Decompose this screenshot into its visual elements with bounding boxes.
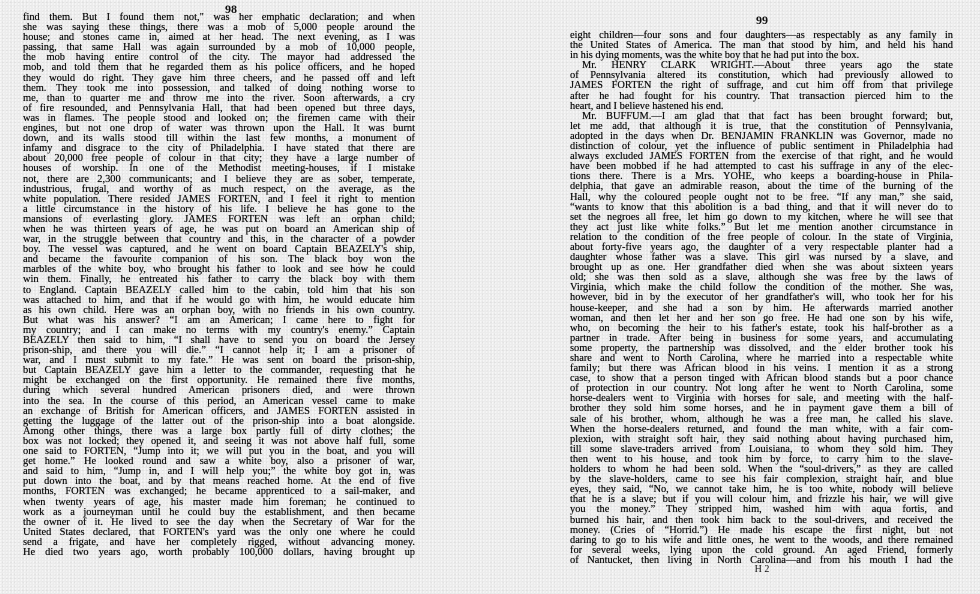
- text-line: into the sea. In the course of this period, an American vessel came to make: [23, 395, 415, 407]
- text-line: house-keeper, and she had a son by him. He afterwards married another: [570, 302, 953, 314]
- text-line: box was not locked; they opened it, and seeing it was not above half full, some: [23, 435, 415, 447]
- text-line: them. They took me into possession, and talked of doing nothing worse to: [23, 82, 415, 94]
- text-line: plexion, with straight soft hair, they said nothing about having purchased him,: [570, 433, 953, 445]
- text-line: When the horse-dealers returned, and found the man white, with a fair com-: [570, 423, 953, 435]
- text-line: eight children—four sons and four daughters—as respectably as any family in: [570, 30, 953, 41]
- text-line: brought up as one. Her grandfather died when she was about sixteen years: [570, 262, 953, 274]
- text-line: daring to go to his wife and little ones, he went to the woods, and there remained: [570, 534, 953, 546]
- text-line: infamy and disgrace to the city of Philadelphia. I have stated that there are: [23, 143, 415, 155]
- text-line: have been mobbed if he had attempted to cast his suffrage in any of the elec-: [570, 161, 953, 173]
- text-line: of protection in our country. Not long after he went to North Carolina, some: [570, 383, 953, 395]
- text-line: you the money.” They stripped him, washed him with aqua fortis, and: [570, 504, 953, 516]
- text-line: and became the favourite companion of his son. The black boy won the: [23, 254, 415, 266]
- text-line: a little circumstance in the history of his life. I believe he has gone to the: [23, 203, 415, 215]
- text-line: prison-ship, and there you will die.” “I cannot help it; I am a prisoner of: [23, 345, 415, 357]
- text-line: was attached to him, and that if he would go with him, he would educate him: [23, 294, 415, 306]
- page-number-right: 99: [756, 13, 768, 27]
- text-line: the United States of America. The man that stood by him, and held his hand: [570, 40, 953, 52]
- text-line: then went to his house, and took him by force, to carry him to the slave-: [570, 453, 953, 465]
- right-page-text: [570, 31, 953, 566]
- text-line: of fire resounded, and Pennsylvania Hall, that had been opened but three days,: [23, 102, 415, 114]
- text-line: to England. Captain BEAZELY called him to the cabin, told him that his son: [23, 284, 415, 296]
- text-line: industrious, frugal, and worthy of as much respect, on the average, as the: [23, 183, 415, 195]
- text-line: holders to whom he had been sold. When the “soul-drivers,” as they are called: [570, 464, 953, 476]
- text-line: as his own child. Here was an orphan boy, with no friends in his own country.: [23, 304, 415, 316]
- text-line: heart, and I believe hastened his end.: [570, 100, 724, 112]
- text-line: houses of worship. In one of the Methodist meeting-houses, if I mistake: [23, 163, 415, 175]
- text-line: adopted in the days when Dr. BENJAMIN FRANKLIN was Governor, made no: [570, 130, 953, 142]
- text-line: till some slave-traders arrived from Louisiana, to whom they sold him. They: [570, 443, 953, 455]
- text-line: tions there. There is a Mrs. YOHE, who keeps a boarding-house in Phila-: [570, 171, 953, 183]
- text-line: He died two years ago, worth probably 100,000 dollars, having brought up: [23, 546, 415, 558]
- left-page-text: [23, 13, 415, 558]
- text-line: partner in trade. After being in business for some years, and accumulating: [570, 332, 953, 344]
- text-line: for several weeks, lying upon the cold ground. An aged Friend, formerly: [570, 544, 953, 556]
- text-line: when he was thirteen years of age, he was put on board an American ship of: [23, 223, 415, 235]
- text-line: was in flames. The people stood and looked on; the firemen came with their: [23, 112, 415, 124]
- text-line: passing, that same Hall was again surrounded by a mob of 10,000 people,: [23, 42, 415, 54]
- page-number-left: 98: [225, 2, 237, 16]
- text-line: eyes, they said, “No, we cannot take him, he is too white, nobody will believe: [570, 484, 953, 496]
- text-line: share and went to North Carolina, where he married into a respectable white: [570, 353, 953, 364]
- text-line: woman, and then let her and her son go free. He had one son by his wife,: [570, 312, 953, 324]
- text-line: in his dying moments, was the white boy that he had put into the box.: [570, 50, 860, 62]
- signature-mark: H 2: [754, 564, 770, 575]
- text-line: about 20,000 free people of colour in that city; they have a large number of: [23, 153, 415, 165]
- text-line: about forty-five years ago, the daughter of a very respectable planter had a: [570, 241, 953, 253]
- text-line: send a frigate, and have her completely rigged, without advancing money.: [23, 536, 415, 548]
- text-line: work as a journeyman until he could buy the establishment, and then became: [23, 506, 415, 518]
- text-line: who, on becoming the heir to his father's estate, took his half-brother as a: [570, 322, 953, 334]
- text-line: put down into the boat, and by that means reached home. At the end of five: [23, 476, 415, 488]
- text-line: horse-dealers went to Virginia with horses for sale, and meeting with the half-: [570, 393, 953, 405]
- text-line: not, there are 2,300 communicants; and I believe they are as sober, temperate,: [23, 173, 415, 185]
- text-line: after he had fought for his country. That transaction pierced him to the: [570, 90, 953, 102]
- text-line: get home.” He looked round and saw a white boy, also a prisoner of war,: [23, 456, 415, 468]
- text-line: they act just like white folks.” But let me mention another circumstance in: [570, 221, 953, 233]
- text-line: “wants to know that this abolition is a bad thing, and that it will never do to: [570, 201, 953, 213]
- text-line: however, bid in by the executor of her grandfather's will, who took her for his: [570, 292, 953, 304]
- text-line: the mob having entire control of the city. The mayor had addressed the: [23, 52, 415, 64]
- right-page: [570, 13, 953, 575]
- text-line: Mr. HENRY CLARK WRIGHT.—About three years ago the state: [582, 60, 953, 72]
- text-line: of Nantucket, then living in North Carolina—and from his mouth I had the: [570, 554, 953, 566]
- text-line: case, to show that a person tinged with African blood stands but a poor chance: [570, 373, 953, 385]
- text-line: my country; and I can make no terms with my country's enemy.” Captain: [23, 324, 415, 336]
- text-line: during which several hundred American prisoners died, and were thrown: [23, 385, 415, 397]
- text-line: win them. Finally, he entreated his father to carry the black boy with them: [23, 274, 415, 286]
- text-line: down, and its walls stood till within the last few months, a monument of: [23, 133, 415, 145]
- text-line: set the negroes all free, let him go down to my kitchen, where he will see that: [570, 211, 953, 223]
- text-line: sale of his brother, whom, although he was a free man, he called his slave.: [570, 413, 953, 425]
- text-line: they would do right. They gave him three cheers, and he passed off and left: [23, 72, 415, 84]
- text-line: months, FORTEN was exchanged; he became apprenticed to a sail-maker, and: [23, 486, 415, 498]
- text-line: some property, the partnership was dissolved, and the elder brother took his: [570, 342, 953, 354]
- text-line: BEAZELY then said to him, “I shall have to send you on board the Jersey: [23, 335, 415, 346]
- text-line: mansions of everlasting glory. JAMES FORTEN was left an orphan child;: [23, 213, 415, 225]
- text-line: money. (Cries of “Horrid.”) He made his escape the first night, but not: [570, 524, 953, 536]
- text-line: white population. There resided JAMES FORTEN, and I feel it right to mention: [23, 193, 415, 205]
- text-line: marbles of the white boy, who brought his father to look and see how he could: [23, 264, 415, 276]
- text-line: Among other things, there was a large box partly full of dirty clothes; the: [23, 425, 415, 437]
- text-line: war, and I must submit to my fate.” He was sent on board the prison-ship,: [23, 355, 415, 367]
- text-line: war, in the struggle between that country and this, in the character of a powder: [23, 234, 415, 246]
- text-line: me, than to quarter me and throw me into the river. Soon afterwards, a cry: [23, 92, 415, 104]
- text-line: when twenty years of age, his master made him foreman; he continued to: [23, 496, 415, 508]
- text-line: let me add, that although it is true, that the constitution of Pennsylvania,: [570, 120, 953, 132]
- text-line: by the slave-holders, came to see his fair complexion, straight hair, and blue: [570, 474, 953, 486]
- text-line: house; and stones came in, aimed at her head. The next evening, as I was: [23, 32, 415, 44]
- left-page: [23, 2, 415, 558]
- text-line: mob, and told them that he regarded them as his police officers, and he hoped: [23, 62, 415, 74]
- text-line: JAMES FORTEN the right of suffrage, and cut him off from that privilege: [570, 80, 953, 92]
- text-line: she was saying these things, there was a mob of 5,000 people around the: [23, 22, 415, 34]
- text-line: relation to the condition of the free people of colour. In the state of Virginia,: [570, 231, 953, 243]
- text-line: and said to him, “Jump in, and I will help you;” the white boy got in, was: [23, 466, 415, 478]
- text-line: Virginia, which make the child follow the condition of the mother. She was,: [570, 282, 953, 294]
- text-line: daughter whose father was a slave. This girl was nursed by a slave, and: [570, 252, 953, 264]
- text-line: But what was his answer? “I am an American; I came here to fight for: [23, 314, 415, 326]
- text-line: delphia, that gave an admirable reason, about the time of the burning of the: [570, 181, 953, 193]
- text-line: Hall, why the coloured people ought not to be free. “If any man,” she said,: [570, 191, 953, 203]
- text-line: find them. But I found them not," was her emphatic declaration; and when: [23, 12, 415, 23]
- text-line: brother they sold him some horses, and he in payment gave them a bill of: [570, 403, 953, 415]
- text-line: might be exchanged on the first opportunity. He remained there five months,: [23, 375, 415, 387]
- text-line: Mr. BUFFUM.—I am glad that that fact has been brought forward; but,: [582, 110, 953, 122]
- text-line: burned his hair, and then took him back to the soul-drivers, and received the: [570, 514, 953, 526]
- text-line: an exchange of British for American officers, and JAMES FORTEN assisted in: [23, 405, 415, 417]
- text-line: one said to FORTEN, “Jump into it; we will put you in the boat, and you will: [23, 446, 415, 458]
- text-line: United States declared, that FORTEN's yard was the only one where he could: [23, 526, 415, 538]
- text-line: engines, but not one drop of water was thrown upon the Hall. It was burnt: [23, 123, 415, 135]
- text-line: distinction of colour, yet the influence of public sentiment in Philadelphia had: [570, 141, 953, 153]
- text-line: but Captain BEAZELY gave him a letter to the commander, requesting that he: [23, 365, 415, 377]
- text-line: that he is a slave; but if you will colour him, and frizzle his hair, we will give: [570, 494, 953, 506]
- text-line: getting the luggage of the latter out of the prison-ship into a boat alongside.: [23, 415, 415, 427]
- text-line: the owner of it. He lived to see the day when the Secretary of War for the: [23, 516, 415, 528]
- text-line: boy. The vessel was captured, and he went on board Captain BEAZELY's ship,: [23, 244, 415, 256]
- text-line: family; but there was African blood in his veins. I mention it as a strong: [570, 363, 953, 375]
- text-line: old; she was then sold as a slave, although she was free by the laws of: [570, 272, 953, 284]
- text-line: of Pennsylvania altered its constitution, which had previously allowed to: [570, 70, 953, 82]
- text-line: always excluded JAMES FORTEN from the exercise of that right, and he would: [570, 151, 953, 163]
